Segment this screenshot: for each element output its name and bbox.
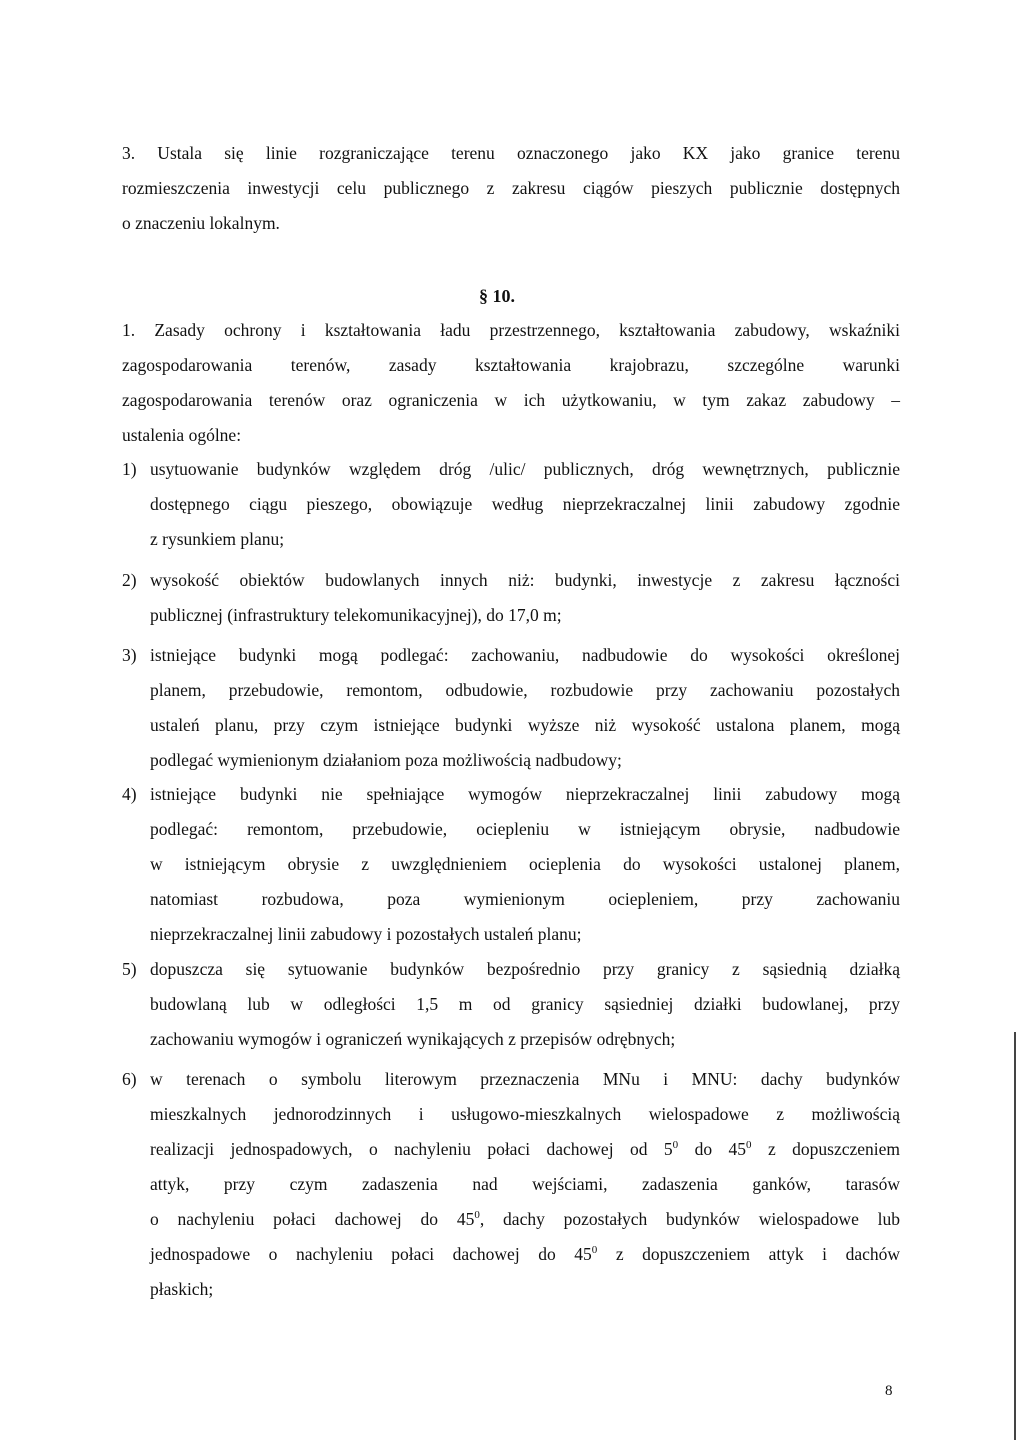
page-number: 8 [885, 1383, 893, 1399]
list-item-line: zachowaniu wymogów i ograniczeń wynikających z przepisów odrębnych; [150, 1029, 676, 1049]
list-item-line: istniejące budynki nie spełniające wymogów nieprzekraczalnej linii zabudowy mogą [150, 784, 900, 804]
degree-superscript: 0 [474, 1209, 480, 1221]
list-item-line: w istniejącym obrysie z uwzględnieniem ocieplenia do wysokości ustalonej planem, [150, 854, 900, 874]
list-item-line: podlegać wymienionym działaniom poza możliwością nadbudowy; [150, 750, 622, 770]
degree-superscript: 0 [746, 1139, 752, 1151]
degree-superscript: 0 [672, 1139, 679, 1151]
text-run: do 45 [678, 1139, 747, 1159]
list-item-number: 2) [122, 570, 137, 590]
list-item-line: podlegać: remontom, przebudowie, ociepleniu w istniejącym obrysie, nadbudowie [150, 819, 900, 839]
paragraph-line: rozmieszczenia inwestycji celu publicznego z zakresu ciągów pieszych publicznie dostępnych [122, 178, 900, 198]
text-run: z dopuszczeniem [751, 1139, 901, 1159]
text-run: o nachyleniu połaci dachowej do 45 [150, 1209, 475, 1229]
paragraph-line: 1. Zasady ochrony i kształtowania ładu przestrzennego, kształtowania zabudowy, wskaźniki [122, 320, 900, 340]
text-run: jednospadowe o nachyleniu połaci dachowej do 45 [150, 1244, 592, 1264]
text-run: realizacji jednospadowych, o nachyleniu połaci dachowej od 5 [150, 1139, 673, 1159]
list-item-line: attyk, przy czym zadaszenia nad wejściami, zadaszenia ganków, tarasów [150, 1174, 900, 1194]
list-item-line: ustaleń planu, przy czym istniejące budynki wyższe niż wysokość ustalona planem, mogą [150, 715, 900, 735]
list-item-line [150, 1237, 900, 1272]
paragraph-3 [122, 136, 900, 241]
list-item-line: budowlaną lub w odległości 1,5 m od granicy sąsiedniej działki budowlanej, przy [150, 994, 900, 1014]
text-run: , dachy pozostałych budynków wielospadowe lub [479, 1209, 901, 1229]
paragraph-line: zagospodarowania terenów, zasady kształtowania krajobrazu, szczególne warunki [122, 355, 900, 375]
paragraph-line: ustalenia ogólne: [122, 425, 242, 445]
paragraph-line: o znaczeniu lokalnym. [122, 213, 280, 233]
degree-superscript: 0 [591, 1244, 598, 1256]
list-item-line: nieprzekraczalnej linii zabudowy i pozostałych ustaleń planu; [150, 924, 582, 944]
list-item-number: 3) [122, 645, 137, 665]
list-item-line: w terenach o symbolu literowym przeznaczenia MNu i MNU: dachy budynków [150, 1069, 900, 1089]
list-item-line: natomiast rozbudowa, poza wymienionym ociepleniem, przy zachowaniu [150, 889, 900, 909]
paragraph-10-1 [122, 313, 900, 453]
list-item-line: dopuszcza się sytuowanie budynków bezpośrednio przy granicy z sąsiednią działką [150, 959, 900, 979]
list-item-number: 5) [122, 959, 137, 979]
list-item-line: mieszkalnych jednorodzinnych i usługowo-mieszkalnych wielospadowe z możliwością [150, 1104, 900, 1124]
list-item-number: 1) [122, 459, 137, 479]
section-heading: § 10. [479, 286, 515, 306]
list-item-line: istniejące budynki mogą podlegać: zachowaniu, nadbudowie do wysokości określonej [150, 645, 900, 665]
list-item-line: publicznej (infrastruktury telekomunikacyjnej), do 17,0 m; [150, 605, 562, 625]
list-item-line: dostępnego ciągu pieszego, obowiązuje według nieprzekraczalnej linii zabudowy zgodnie [150, 494, 900, 514]
list-item-line: usytuowanie budynków względem dróg /ulic/ publicznych, dróg wewnętrznych, publicznie [150, 459, 900, 479]
list-item-line [150, 1132, 900, 1167]
list-item-line: wysokość obiektów budowlanych innych niż: budynki, inwestycje z zakresu łączności [150, 570, 900, 590]
list-item-line: planem, przebudowie, remontom, odbudowie, rozbudowie przy zachowaniu pozostałych [150, 680, 900, 700]
paragraph-line: 3. Ustala się linie rozgraniczające terenu oznaczonego jako KX jako granice terenu [122, 143, 900, 163]
list-item-number: 4) [122, 784, 137, 804]
list-item-line: płaskich; [150, 1279, 214, 1299]
paragraph-line: zagospodarowania terenów oraz ograniczenia w ich użytkowaniu, w tym zakaz zabudowy – [122, 390, 900, 410]
scan-edge-line [1014, 1032, 1016, 1440]
list-item-line: z rysunkiem planu; [150, 529, 285, 549]
list-item-line [150, 1202, 900, 1237]
text-run: z dopuszczeniem attyk i dachów [597, 1244, 900, 1264]
list-item-number: 6) [122, 1069, 137, 1089]
